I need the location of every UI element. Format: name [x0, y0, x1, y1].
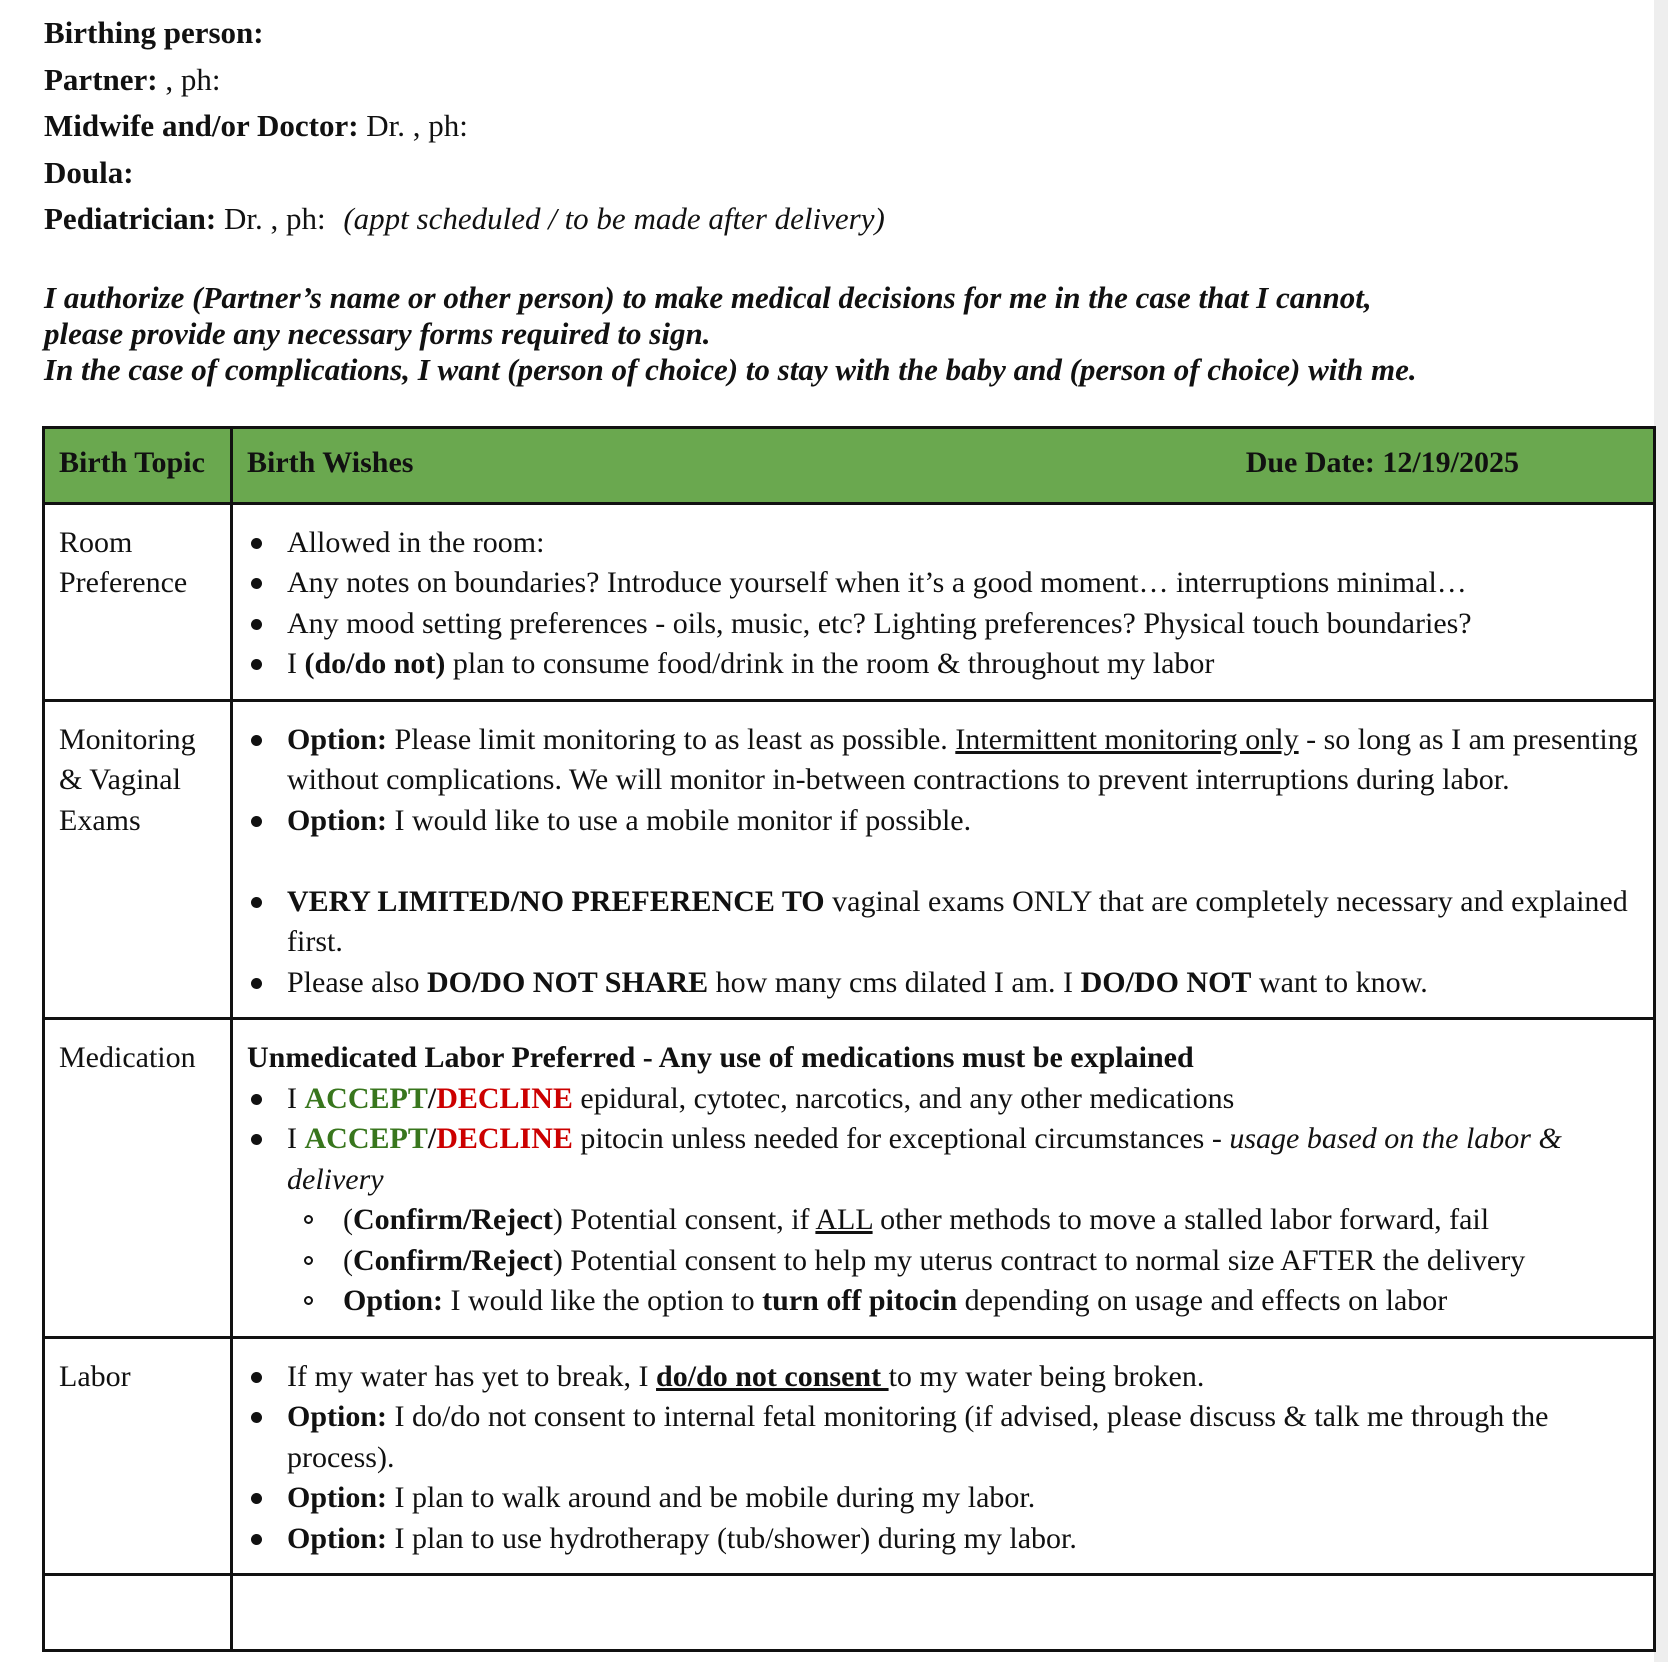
partner-label: Partner: [44, 61, 158, 97]
list-item: I (do/do not) plan to consume food/drink in the room & throughout my labor [247, 644, 1639, 685]
header-wishes-label: Birth Wishes [247, 446, 414, 479]
sub-list-item: (Confirm/Reject) Potential consent to help my uterus contract to normal size AFTER the delivery [247, 1241, 1639, 1282]
wishes-monitoring [232, 700, 1655, 1019]
authorization-line-2: In the case of complications, I want (person of choice) to stay with the baby and (person of choice) with me. [44, 352, 1417, 387]
medication-heading: Unmedicated Labor Preferred - Any use of medications must be explained [247, 1041, 1194, 1074]
sub-list-item: Option: I would like the option to turn off pitocin depending on usage and effects on labor [247, 1281, 1639, 1322]
contact-info [44, 10, 885, 243]
birth-plan-table [42, 426, 1656, 1652]
due-date: Due Date: 12/19/2025 [1245, 446, 1519, 479]
doula-label: Doula: [44, 154, 134, 190]
table-row [44, 1019, 1655, 1338]
table-row-continued [44, 1575, 1655, 1651]
topic-labor: Labor [44, 1337, 232, 1575]
topic-medication: Medication [44, 1019, 232, 1338]
provider-value: Dr. , ph: [358, 108, 468, 143]
provider-line [44, 103, 885, 150]
list-item: Option: I would like to use a mobile monitor if possible. [247, 801, 1639, 842]
topic-room-preference: Room Preference [44, 503, 232, 700]
wishes-room-preference [232, 503, 1655, 700]
list-item: VERY LIMITED/NO PREFERENCE TO vaginal exams ONLY that are completely necessary and explained first. [247, 882, 1639, 963]
list-item: Option: I do/do not consent to internal fetal monitoring (if advised, please discuss & talk me through the process). [247, 1397, 1639, 1478]
pediatrician-note: (appt scheduled / to be made after delivery) [343, 201, 885, 236]
table-row [44, 1337, 1655, 1575]
partner-value: , ph: [157, 61, 221, 97]
list-item: If my water has yet to break, I do/do not consent to my water being broken. [247, 1357, 1639, 1398]
topic-next [44, 1575, 232, 1651]
header-topic: Birth Topic [44, 428, 232, 504]
authorization-statement [44, 280, 1424, 388]
list-item: I ACCEPT/DECLINE epidural, cytotec, narcotics, and any other medications [247, 1079, 1639, 1120]
list-item: Option: I plan to walk around and be mobile during my labor. [247, 1478, 1639, 1519]
pediatrician-value: Dr. , ph: [216, 201, 334, 236]
birthing-person-line [44, 10, 885, 57]
birthing-person-label: Birthing person: [44, 15, 264, 50]
wishes-labor [232, 1337, 1655, 1575]
pediatrician-label: Pediatrician: [44, 201, 217, 236]
wishes-medication [232, 1019, 1655, 1338]
list-item: Please also DO/DO NOT SHARE how many cms dilated I am. I DO/DO NOT want to know. [247, 963, 1639, 1004]
list-item: Any notes on boundaries? Introduce yourself when it’s a good moment… interruptions minimal… [247, 563, 1639, 604]
authorization-line-1: I authorize (Partner’s name or other person) to make medical decisions for me in the case that I cannot, please provide any necessary forms required to sign. [44, 280, 1372, 351]
pediatrician-line [44, 196, 885, 243]
list-item: Option: I plan to use hydrotherapy (tub/shower) during my labor. [247, 1519, 1639, 1560]
doula-line [44, 150, 885, 197]
table-header-row [44, 428, 1655, 504]
topic-monitoring: Monitoring & Vaginal Exams [44, 700, 232, 1019]
page-edge [1654, 0, 1668, 1662]
provider-label: Midwife and/or Doctor: [44, 108, 359, 143]
list-item: Any mood setting preferences - oils, music, etc? Lighting preferences? Physical touch boundaries? [247, 604, 1639, 645]
list-item: I ACCEPT/DECLINE pitocin unless needed for exceptional circumstances - usage based on the labor & delivery [247, 1119, 1639, 1200]
partner-line [44, 57, 885, 104]
table-row [44, 503, 1655, 700]
header-wishes [232, 428, 1655, 504]
wishes-next [232, 1575, 1655, 1651]
list-item: Option: Please limit monitoring to as least as possible. Intermittent monitoring only - so long as I am presenting without complications. We will monitor in-between contractions to prevent interruptions during labor. [247, 720, 1639, 801]
list-item: Allowed in the room: [247, 523, 1639, 564]
sub-list-item: (Confirm/Reject) Potential consent, if ALL other methods to move a stalled labor forward, fail [247, 1200, 1639, 1241]
table-row [44, 700, 1655, 1019]
